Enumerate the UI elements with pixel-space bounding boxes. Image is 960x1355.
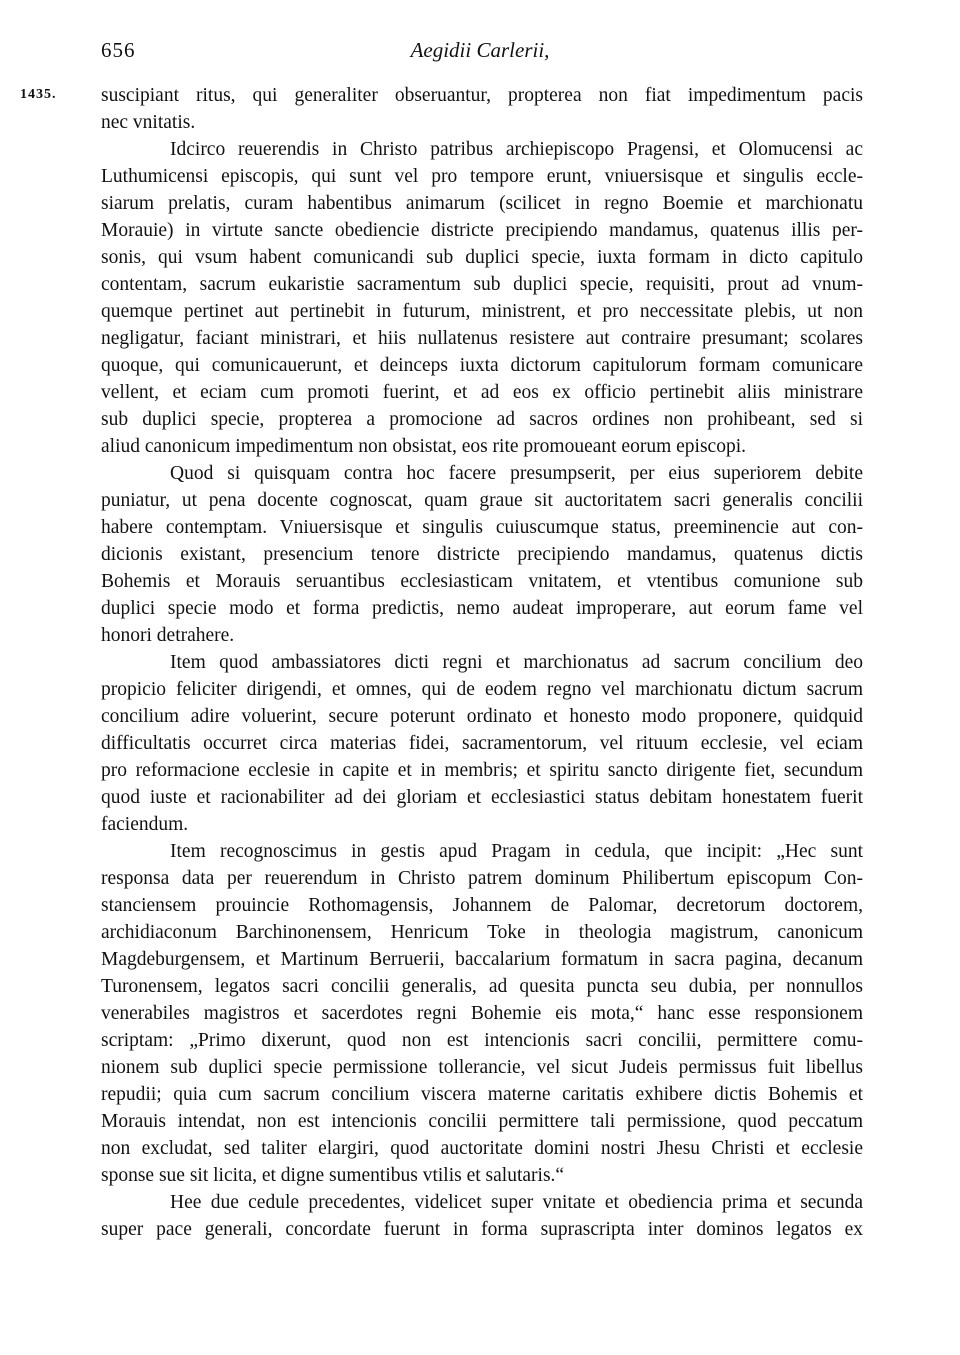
text-line: scriptam: „Primo dixerunt, quod non est intencionis sacri concilii, permittere comu- <box>101 1030 863 1051</box>
text-line: Morauis intendat, non est intencionis concilii permittere tali permissione, quod peccatum <box>101 1111 863 1132</box>
text-line: Bohemis et Morauis seruantibus ecclesiasticam vnitatem, et vtentibus comunione sub <box>101 571 863 592</box>
text-line: concilium adire voluerint, secure poterunt ordinato et honesto modo proponere, quidquid <box>101 706 863 727</box>
paragraph-first-line: Idcirco reuerendis in Christo patribus archiepiscopo Pragensi, et Olomucensi ac <box>170 139 863 160</box>
paragraph-first-line: Item recognoscimus in gestis apud Pragam in cedula, que incipit: „Hec sunt <box>170 841 863 862</box>
text-line: contentam, sacrum eukaristie sacramentum sub duplici specie, requisiti, prout ad vnum- <box>101 274 863 295</box>
text-line: responsa data per reuerendum in Christo patrem dominum Philibertum episcopum Con- <box>101 868 863 889</box>
text-line: habere contemptam. Vniuersisque et singulis cuiuscumque status, preeminencie aut con- <box>101 517 863 538</box>
running-head: Aegidii Carlerii, <box>410 38 550 62</box>
text-line: non excludat, sed taliter elargiri, quod auctoritate domini nostri Jhesu Christi et ecclesie <box>101 1138 863 1159</box>
text-line: super pace generali, concordate fuerunt in forma suprascripta inter dominos legatos ex <box>101 1219 863 1240</box>
text-line: faciendum. <box>101 814 189 835</box>
text-line: sonis, qui vsum habent comunicandi sub duplici specie, iuxta formam in dicto capitulo <box>101 247 863 268</box>
margin-year-note: 1435. <box>20 87 57 102</box>
text-line: sub duplici specie, propterea a promocione ad sacros ordines non prohibeant, sed si <box>101 409 863 430</box>
text-line: vellent, et eciam cum promoti fuerint, et ad eos ex officio pertinebit aliis ministrare <box>101 382 863 403</box>
text-line: suscipiant ritus, qui generaliter obseruantur, propterea non fiat impedimentum pacis <box>101 85 863 106</box>
page-number: 656 <box>101 38 136 62</box>
text-line: quod iuste et racionabiliter ad dei gloriam et ecclesiastici status debitam honestatem fuerit <box>101 787 863 808</box>
text-line: difficultatis occurret circa materias fidei, sacramentorum, vel rituum ecclesie, vel eciam <box>101 733 863 754</box>
text-line: dicionis existant, presencium tenore districte precipiendo mandamus, quatenus dictis <box>101 544 863 565</box>
text-line: siarum prelatis, curam habentibus animarum (scilicet in regno Boemie et marchionatu <box>101 193 863 214</box>
text-line: nionem sub duplici specie permissione tollerancie, vel sicut Judeis permissus fuit libellus <box>101 1057 863 1078</box>
text-line: Luthumicensi episcopis, qui sunt vel pro tempore erunt, vniuersisque et singulis eccle- <box>101 166 863 187</box>
text-line: pro reformacione ecclesie in capite et in membris; et spiritu sancto dirigente fiet, secundum <box>101 760 863 781</box>
text-line: quoque, qui comunicauerunt, et deinceps iuxta dictorum capitulorum formam comunicare <box>101 355 863 376</box>
text-line: quemque pertinet aut pertinebit in futurum, ministrent, et pro neccessitate plebis, ut non <box>101 301 863 322</box>
text-line: puniatur, ut pena docente cognoscat, quam graue sit auctoritatem sacri generalis concilii <box>101 490 863 511</box>
paragraph-first-line: Hee due cedule precedentes, videlicet super vnitate et obediencia prima et secunda <box>170 1192 863 1213</box>
text-line: Magdeburgensem, et Martinum Berruerii, baccalarium formatum in sacra pagina, decanum <box>101 949 863 970</box>
text-line: nec vnitatis. <box>101 112 196 133</box>
text-line: aliud canonicum impedimentum non obsistat, eos rite promoueant eorum episcopi. <box>101 436 746 457</box>
text-line: archidiaconum Barchinonensem, Henricum Toke in theologia magistrum, canonicum <box>101 922 863 943</box>
text-line: propicio feliciter dirigendi, et omnes, qui de eodem regno vel marchionatu dictum sacrum <box>101 679 863 700</box>
text-line: venerabiles magistros et sacerdotes regni Bohemie eis mota,“ hanc esse responsionem <box>101 1003 863 1024</box>
paragraph-first-line: Item quod ambassiatores dicti regni et marchionatus ad sacrum concilium deo <box>170 652 863 673</box>
paragraph-first-line: Quod si quisquam contra hoc facere presumpserit, per eius superiorem debite <box>170 463 863 484</box>
text-line: duplici specie modo et forma predictis, nemo audeat improperare, aut eorum fame vel <box>101 598 863 619</box>
text-line: Morauie) in virtute sancte obediencie districte precipiendo mandamus, quatenus illis per- <box>101 220 863 241</box>
text-line: stanciensem prouincie Rothomagensis, Johannem de Palomar, decretorum doctorem, <box>101 895 863 916</box>
text-line: repudii; quia cum sacrum concilium viscera materne caritatis exhibere dictis Bohemis et <box>101 1084 863 1105</box>
text-line: sponse sue sit licita, et digne sumentibus vtilis et salutaris.“ <box>101 1165 565 1186</box>
text-line: negligatur, faciant ministrari, et hiis nullatenus resistere aut contraire presumant; scolares <box>101 328 863 349</box>
text-line: Turonensem, legatos sacri concilii generalis, ad quesita puncta seu dubia, per nonnullos <box>101 976 863 997</box>
text-line: honori detrahere. <box>101 625 235 646</box>
